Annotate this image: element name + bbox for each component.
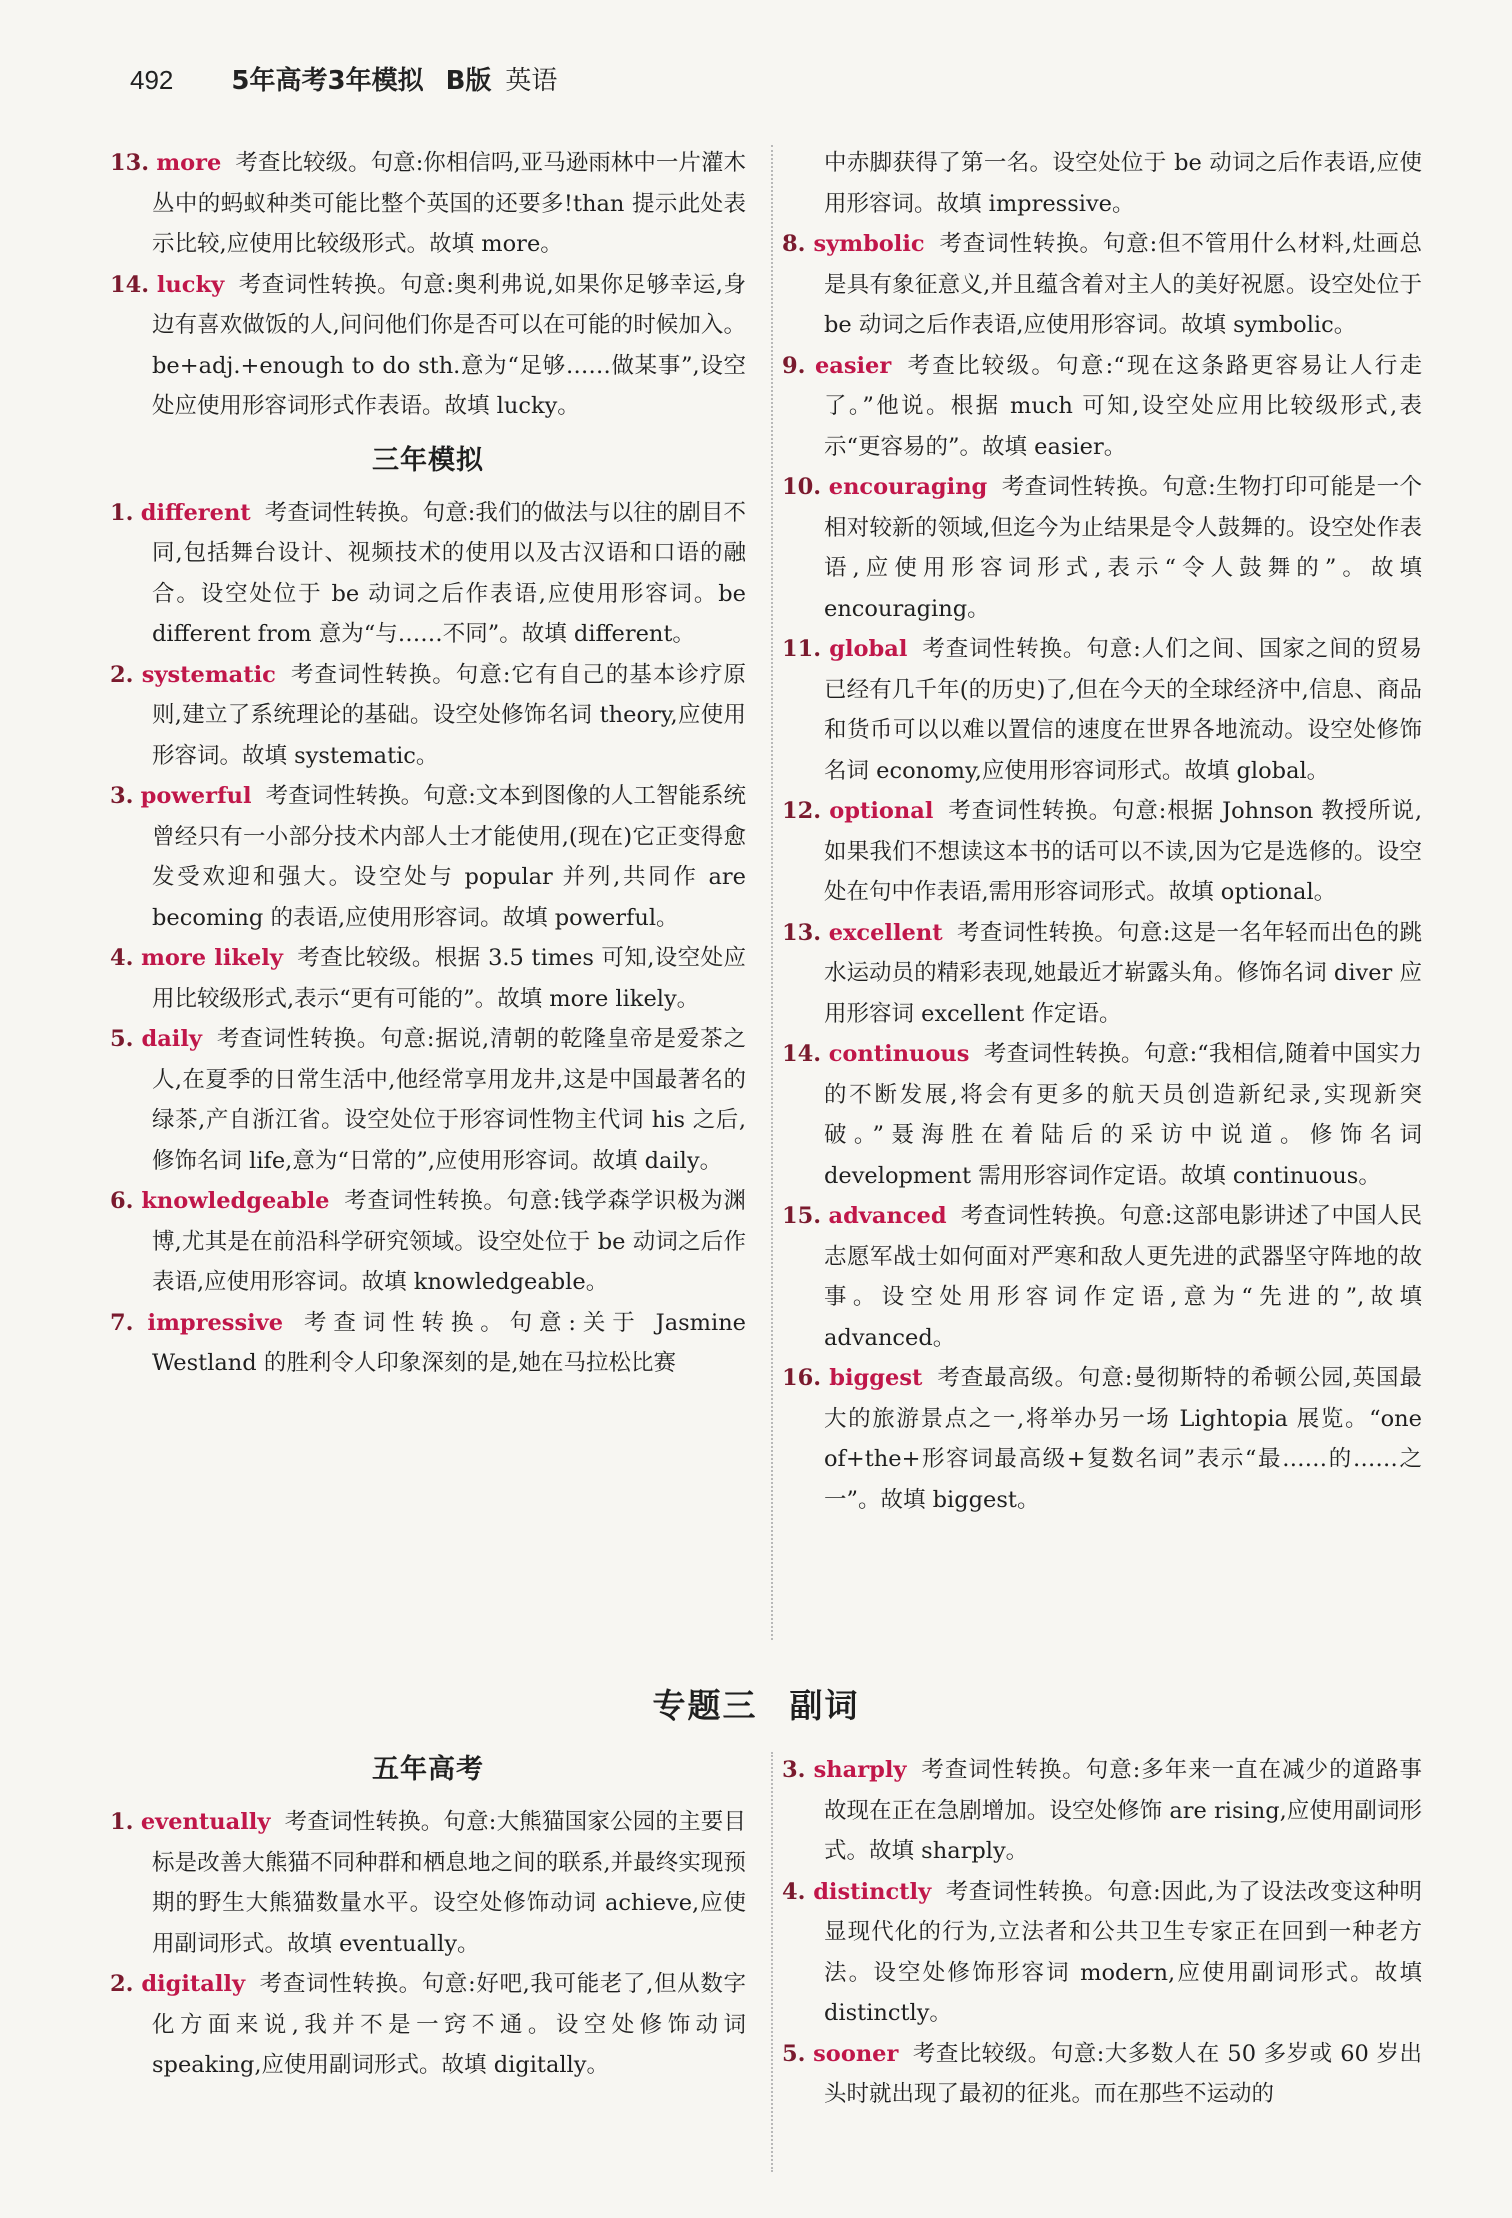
- explanation: 考查比较级。句意:“现在这条路更容易让人行走了。”他说。根据 much 可知,设空处应用比较级形式,表示“更容易的”。故填 easier。: [824, 352, 1423, 460]
- answer-word: optional: [829, 798, 934, 824]
- answer-entry: 9. easier 考查比较级。句意:“现在这条路更容易让人行走了。”他说。根据 much 可知,设空处应用比较级形式,表示“更容易的”。故填 easier。: [782, 352, 1423, 460]
- answer-word: daily: [141, 1026, 202, 1052]
- answer-entry: 5. sooner 考查比较级。句意:大多数人在 50 多岁或 60 岁出头时就出现了最初的征兆。而在那些不运动的: [782, 2040, 1422, 2107]
- explanation: 考查词性转换。句意:我们的做法与以往的剧目不同,包括舞台设计、视频技术的使用以及古汉语和口语的融合。设空处位于 be 动词之后作表语,应使用形容词。be different from 意为“与……不同”。故填 different。: [152, 499, 746, 647]
- explanation: 考查比较级。根据 3.5 times 可知,设空处应用比较级形式,表示“更有可能的”。故填 more likely。: [152, 945, 746, 1012]
- column-divider: [771, 1752, 773, 2172]
- explanation: 考查最高级。句意:曼彻斯特的希顿公园,英国最大的旅游景点之一,将举办另一场 Lightopia 展览。“one of+the+形容词最高级+复数名词”表示“最……的……之一”。故填 biggest。: [824, 1365, 1423, 1513]
- explanation: 考查词性转换。句意:因此,为了设法改变这种明显现代化的行为,立法者和公共卫生专家正在回到一种老方法。设空处修饰形容词 modern,应使用副词形式。故填 distinctly。: [824, 1878, 1422, 2026]
- right-column-part1: [782, 143, 1422, 1520]
- answer-word: sooner: [813, 2040, 899, 2067]
- right-column-part2: [782, 1750, 1422, 2115]
- answer-entry: 11. global 考查词性转换。句意:人们之间、国家之间的贸易已经有几千年(的历史)了,但在今天的全球经济中,信息、商品和货币可以以难以置信的速度在世界各地流动。设空处修饰名词 economy,应使用形容词形式。故填 global。: [782, 636, 1422, 784]
- answer-word: systematic: [141, 661, 276, 688]
- answer-word: powerful: [140, 783, 252, 809]
- answer-entry: 5. daily 考查词性转换。句意:据说,清朝的乾隆皇帝是爱茶之人,在夏季的日常生活中,他经常享用龙井,这是中国最著名的绿茶,产自浙江省。设空处位于形容词性物主代词 his 之后,修饰名词 life,意为“日常的”,应使用形容词。故填 daily。: [110, 1026, 746, 1174]
- explanation: 考查词性转换。句意:钱学森学识极为渊博,尤其是在前沿科学研究领域。设空处位于 be 动词之后作表语,应使用形容词。故填 knowledgeable。: [152, 1188, 746, 1295]
- answer-entry: 2. systematic 考查词性转换。句意:它有自己的基本诊疗原则,建立了系统理论的基础。设空处修饰名词 theory,应使用形容词。故填 systematic。: [110, 661, 746, 769]
- left-column-part2: [110, 1750, 746, 2086]
- section-title: 五年高考: [372, 1754, 484, 1785]
- answer-word: impressive: [147, 1309, 284, 1336]
- answer-entry: 3. powerful 考查词性转换。句意:文本到图像的人工智能系统曾经只有一小部分技术内部人士才能使用,(现在)它正变得愈发受欢迎和强大。设空处与 popular 并列,共同作 are becoming 的表语,应使用形容词。故填 powerful。: [110, 783, 746, 931]
- book-title: 5年高考3年模拟: [231, 66, 424, 96]
- answer-entry: 3. sharply 考查词性转换。句意:多年来一直在减少的道路事故现在正在急剧增加。设空处修饰 are rising,应使用副词形式。故填 sharply。: [782, 1757, 1422, 1864]
- explanation: 考查词性转换。句意:这是一名年轻而出色的跳水运动员的精彩表现,她最近才崭露头角。修饰名词 diver 应用形容词 excellent 作定语。: [824, 919, 1422, 1027]
- answer-word: digitally: [141, 1971, 246, 1997]
- answer-word: biggest: [829, 1365, 923, 1391]
- answer-entry: 13. excellent 考查词性转换。句意:这是一名年轻而出色的跳水运动员的精彩表现,她最近才崭露头角。修饰名词 diver 应用形容词 excellent 作定语。: [782, 919, 1422, 1027]
- answer-word: symbolic: [813, 231, 925, 257]
- explanation: 考查词性转换。句意:根据 Johnson 教授所说,如果我们不想读这本书的话可以不读,因为它是选修的。设空处在句中作表语,需用形容词形式。故填 optional。: [824, 798, 1422, 905]
- answer-word: eventually: [140, 1809, 271, 1835]
- answer-word: encouraging: [828, 474, 988, 500]
- answer-entry: 4. more likely 考查比较级。根据 3.5 times 可知,设空处应用比较级形式,表示“更有可能的”。故填 more likely。: [110, 945, 746, 1012]
- page-number: 492: [130, 65, 174, 95]
- page-header: [130, 60, 557, 97]
- answer-word: sharply: [813, 1757, 907, 1783]
- answer-entry: 7. impressive 考查词性转换。句意:关于 Jasmine Westland 的胜利令人印象深刻的是,她在马拉松比赛: [110, 1309, 746, 1376]
- answer-word: distinctly: [813, 1878, 932, 1905]
- explanation: 考查词性转换。句意:据说,清朝的乾隆皇帝是爱茶之人,在夏季的日常生活中,他经常享用龙井,这是中国最著名的绿茶,产自浙江省。设空处位于形容词性物主代词 his 之后,修饰名词 life,意为“日常的”,应使用形容词。故填 daily。: [152, 1026, 746, 1174]
- answer-entry: 15. advanced 考查词性转换。句意:这部电影讲述了中国人民志愿军战士如何面对严寒和敌人更先进的武器坚守阵地的故事。设空处用形容词作定语,意为“先进的”,故填 advanced。: [782, 1203, 1422, 1351]
- answer-word: excellent: [828, 919, 943, 946]
- answer-entry: 14. lucky 考查词性转换。句意:奥利弗说,如果你足够幸运,身边有喜欢做饭的人,问问他们你是否可以在可能的时候加入。be+adj.+enough to do sth.意为“足够……做某事”,设空处应使用形容词形式作表语。故填 lucky。: [110, 271, 746, 419]
- answer-entry: 16. biggest 考查最高级。句意:曼彻斯特的希顿公园,英国最大的旅游景点之一,将举办另一场 Lightopia 展览。“one of+the+形容词最高级+复数名词”表示“最……的……之一”。故填 biggest。: [782, 1365, 1423, 1513]
- column-divider: [771, 145, 773, 1640]
- subject-label: 英语: [505, 66, 558, 96]
- explanation: 考查词性转换。句意:大熊猫国家公园的主要目标是改善大熊猫不同种群和栖息地之间的联系,并最终实现预期的野生大熊猫数量水平。设空处修饰动词 achieve,应使用副词形式。故填 eventually。: [152, 1809, 746, 1957]
- answer-word: knowledgeable: [141, 1188, 330, 1214]
- explanation: 考查词性转换。句意:但不管用什么材料,灶画总是具有象征意义,并且蕴含着对主人的美好祝愿。设空处位于 be 动词之后作表语,应使用形容词。故填 symbolic。: [824, 231, 1423, 338]
- explanation: 考查词性转换。句意:奥利弗说,如果你足够幸运,身边有喜欢做饭的人,问问他们你是否可以在可能的时候加入。be+adj.+enough to do sth.意为“足够……做某事”,设空处应使用形容词形式作表语。故填 lucky。: [152, 271, 746, 419]
- explanation: 考查词性转换。句意:人们之间、国家之间的贸易已经有几千年(的历史)了,但在今天的全球经济中,信息、商品和货币可以以难以置信的速度在世界各地流动。设空处修饰名词 economy,应使用形容词形式。故填 global。: [824, 636, 1422, 784]
- explanation: 考查词性转换。句意:好吧,我可能老了,但从数字化方面来说,我并不是一窍不通。设空处修饰动词 speaking,应使用副词形式。故填 digitally。: [152, 1971, 746, 2078]
- answer-word: more likely: [141, 945, 283, 971]
- answer-entry: 12. optional 考查词性转换。句意:根据 Johnson 教授所说,如果我们不想读这本书的话可以不读,因为它是选修的。设空处在句中作表语,需用形容词形式。故填 optional。: [782, 798, 1422, 905]
- answer-entry: 1. different 考查词性转换。句意:我们的做法与以往的剧目不同,包括舞台设计、视频技术的使用以及古汉语和口语的融合。设空处位于 be 动词之后作表语,应使用形容词。be different from 意为“与……不同”。故填 different。: [110, 499, 746, 647]
- topic-label: 专题三: [652, 1686, 758, 1725]
- section-title: 三年模拟: [372, 444, 484, 476]
- answer-entry: 1. eventually 考查词性转换。句意:大熊猫国家公园的主要目标是改善大熊猫不同种群和栖息地之间的联系,并最终实现预期的野生大熊猫数量水平。设空处修饰动词 achieve,应使用副词形式。故填 eventually。: [110, 1809, 746, 1957]
- topic-heading: [0, 1680, 1512, 1727]
- explanation: 考查词性转换。句意:“我相信,随着中国实力的不断发展,将会有更多的航天员创造新纪录,实现新突破。”聂海胜在着陆后的采访中说道。修饰名词 development 需用形容词作定语。故填 continuous。: [824, 1041, 1422, 1189]
- answer-entry: 10. encouraging 考查词性转换。句意:生物打印可能是一个相对较新的领域,但迄今为止结果是令人鼓舞的。设空处作表语,应使用形容词形式,表示“令人鼓舞的”。故填 encouraging。: [782, 474, 1422, 622]
- answer-word: global: [829, 636, 908, 662]
- answer-word: more: [156, 150, 222, 176]
- edition-label: B版: [445, 66, 492, 96]
- explanation: 考查比较级。句意:大多数人在 50 多岁或 60 岁出头时就出现了最初的征兆。而在那些不运动的: [824, 2040, 1422, 2107]
- answer-entry: 6. knowledgeable 考查词性转换。句意:钱学森学识极为渊博,尤其是在前沿科学研究领域。设空处位于 be 动词之后作表语,应使用形容词。故填 knowledgeable。: [110, 1188, 746, 1295]
- left-column-part1: [110, 143, 746, 1384]
- topic-title: 副词: [789, 1686, 860, 1725]
- answer-word: continuous: [828, 1041, 970, 1067]
- explanation: 考查词性转换。句意:文本到图像的人工智能系统曾经只有一小部分技术内部人士才能使用,(现在)它正变得愈发受欢迎和强大。设空处与 popular 并列,共同作 are becoming 的表语,应使用形容词。故填 powerful。: [152, 783, 746, 931]
- answer-entry: 14. continuous 考查词性转换。句意:“我相信,随着中国实力的不断发展,将会有更多的航天员创造新纪录,实现新突破。”聂海胜在着陆后的采访中说道。修饰名词 development 需用形容词作定语。故填 continuous。: [782, 1041, 1422, 1189]
- explanation: 考查词性转换。句意:生物打印可能是一个相对较新的领域,但迄今为止结果是令人鼓舞的。设空处作表语,应使用形容词形式,表示“令人鼓舞的”。故填 encouraging。: [824, 474, 1422, 622]
- explanation: 考查词性转换。句意:它有自己的基本诊疗原则,建立了系统理论的基础。设空处修饰名词 theory,应使用形容词。故填 systematic。: [152, 661, 746, 769]
- explanation: 考查比较级。句意:你相信吗,亚马逊雨林中一片灌木丛中的蚂蚁种类可能比整个英国的还要多!than 提示此处表示比较,应使用比较级形式。故填 more。: [152, 150, 747, 257]
- answer-entry: 13. more 考查比较级。句意:你相信吗,亚马逊雨林中一片灌木丛中的蚂蚁种类可能比整个英国的还要多!than 提示此处表示比较,应使用比较级形式。故填 more。: [110, 150, 747, 257]
- explanation-continuation: 中赤脚获得了第一名。设空处位于 be 动词之后作表语,应使用形容词。故填 impressive。: [824, 150, 1422, 217]
- explanation: 考查词性转换。句意:关于 Jasmine Westland 的胜利令人印象深刻的是,她在马拉松比赛: [152, 1309, 746, 1376]
- answer-word: advanced: [828, 1203, 947, 1229]
- answer-word: different: [140, 499, 251, 526]
- explanation: 考查词性转换。句意:多年来一直在减少的道路事故现在正在急剧增加。设空处修饰 are rising,应使用副词形式。故填 sharply。: [824, 1757, 1422, 1864]
- answer-entry: 2. digitally 考查词性转换。句意:好吧,我可能老了,但从数字化方面来说,我并不是一窍不通。设空处修饰动词 speaking,应使用副词形式。故填 digitally。: [110, 1971, 746, 2078]
- answer-word: lucky: [156, 271, 225, 298]
- explanation: 考查词性转换。句意:这部电影讲述了中国人民志愿军战士如何面对严寒和敌人更先进的武器坚守阵地的故事。设空处用形容词作定语,意为“先进的”,故填 advanced。: [824, 1203, 1422, 1351]
- answer-word: easier: [814, 352, 892, 379]
- answer-entry: 4. distinctly 考查词性转换。句意:因此,为了设法改变这种明显现代化的行为,立法者和公共卫生专家正在回到一种老方法。设空处修饰形容词 modern,应使用副词形式。故填 distinctly。: [782, 1878, 1422, 2026]
- answer-entry: 8. symbolic 考查词性转换。句意:但不管用什么材料,灶画总是具有象征意义,并且蕴含着对主人的美好祝愿。设空处位于 be 动词之后作表语,应使用形容词。故填 symbolic。: [782, 231, 1423, 338]
